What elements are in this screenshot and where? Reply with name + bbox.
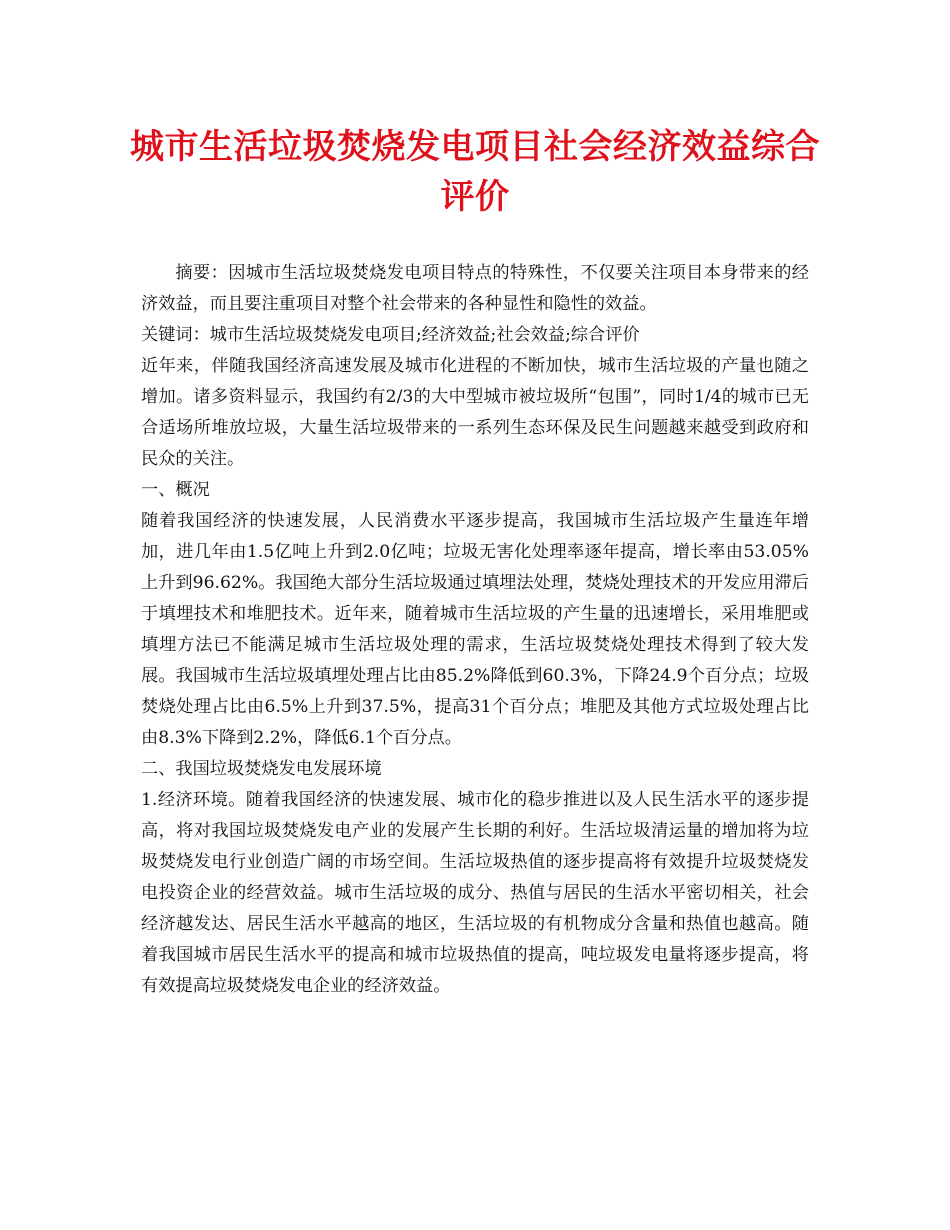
abstract-paragraph: 摘要：因城市生活垃圾焚烧发电项目特点的特殊性，不仅要关注项目本身带来的经济效益，而且要注重项目对整个社会带来的各种显性和隐性的效益。 — [141, 263, 809, 314]
document-title: 城市生活垃圾焚烧发电项目社会经济效益综合评价 — [130, 127, 820, 217]
section-heading-environment: 二、我国垃圾焚烧发电发展环境 — [141, 759, 382, 779]
overview-paragraph: 随着我国经济的快速发展，人民消费水平逐步提高，我国城市生活垃圾产生量连年增加，进几年由1.5亿吨上升到2.0亿吨；垃圾无害化处理率逐年提高，增长率由53.05%上升到96.62%。我国绝大部分生活垃圾通过填埋法处理，焚烧处理技术的开发应用滞后于填埋技术和堆肥技术。近年来，随着城市生活垃圾的产生量的迅速增长，采用堆肥或填埋方法已不能满足城市生活垃圾处理的需求，生活垃圾焚烧处理技术得到了较大发展。我国城市生活垃圾填埋处理占比由85.2%降低到60.3%，下降24.9个百分点；垃圾焚烧处理占比由6.5%上升到37.5%，提高31个百分点；堆肥及其他方式垃圾处理占比由8.3%下降到2.2%，降低6.1个百分点。 — [141, 511, 809, 748]
intro-paragraph: 近年来，伴随我国经济高速发展及城市化进程的不断加快，城市生活垃圾的产量也随之增加。诸多资料显示，我国约有2/3的大中型城市被垃圾所“包围”，同时1/4的城市已无合适场所堆放垃圾，大量生活垃圾带来的一系列生态环保及民生问题越来越受到政府和民众的关注。 — [141, 356, 809, 469]
document-body — [141, 258, 809, 1002]
section-heading-overview: 一、概况 — [141, 480, 210, 500]
keywords-paragraph: 关键词：城市生活垃圾焚烧发电项目;经济效益;社会效益;综合评价 — [141, 325, 640, 345]
economic-environment-paragraph: 1.经济环境。随着我国经济的快速发展、城市化的稳步推进以及人民生活水平的逐步提高，将对我国垃圾焚烧发电产业的发展产生长期的利好。生活垃圾清运量的增加将为垃圾焚烧发电行业创造广阔的市场空间。生活垃圾热值的逐步提高将有效提升垃圾焚烧发电投资企业的经营效益。城市生活垃圾的成分、热值与居民的生活水平密切相关，社会经济越发达、居民生活水平越高的地区，生活垃圾的有机物成分含量和热值也越高。随着我国城市居民生活水平的提高和城市垃圾热值的提高，吨垃圾发电量将逐步提高，将有效提高垃圾焚烧发电企业的经济效益。 — [141, 790, 809, 996]
